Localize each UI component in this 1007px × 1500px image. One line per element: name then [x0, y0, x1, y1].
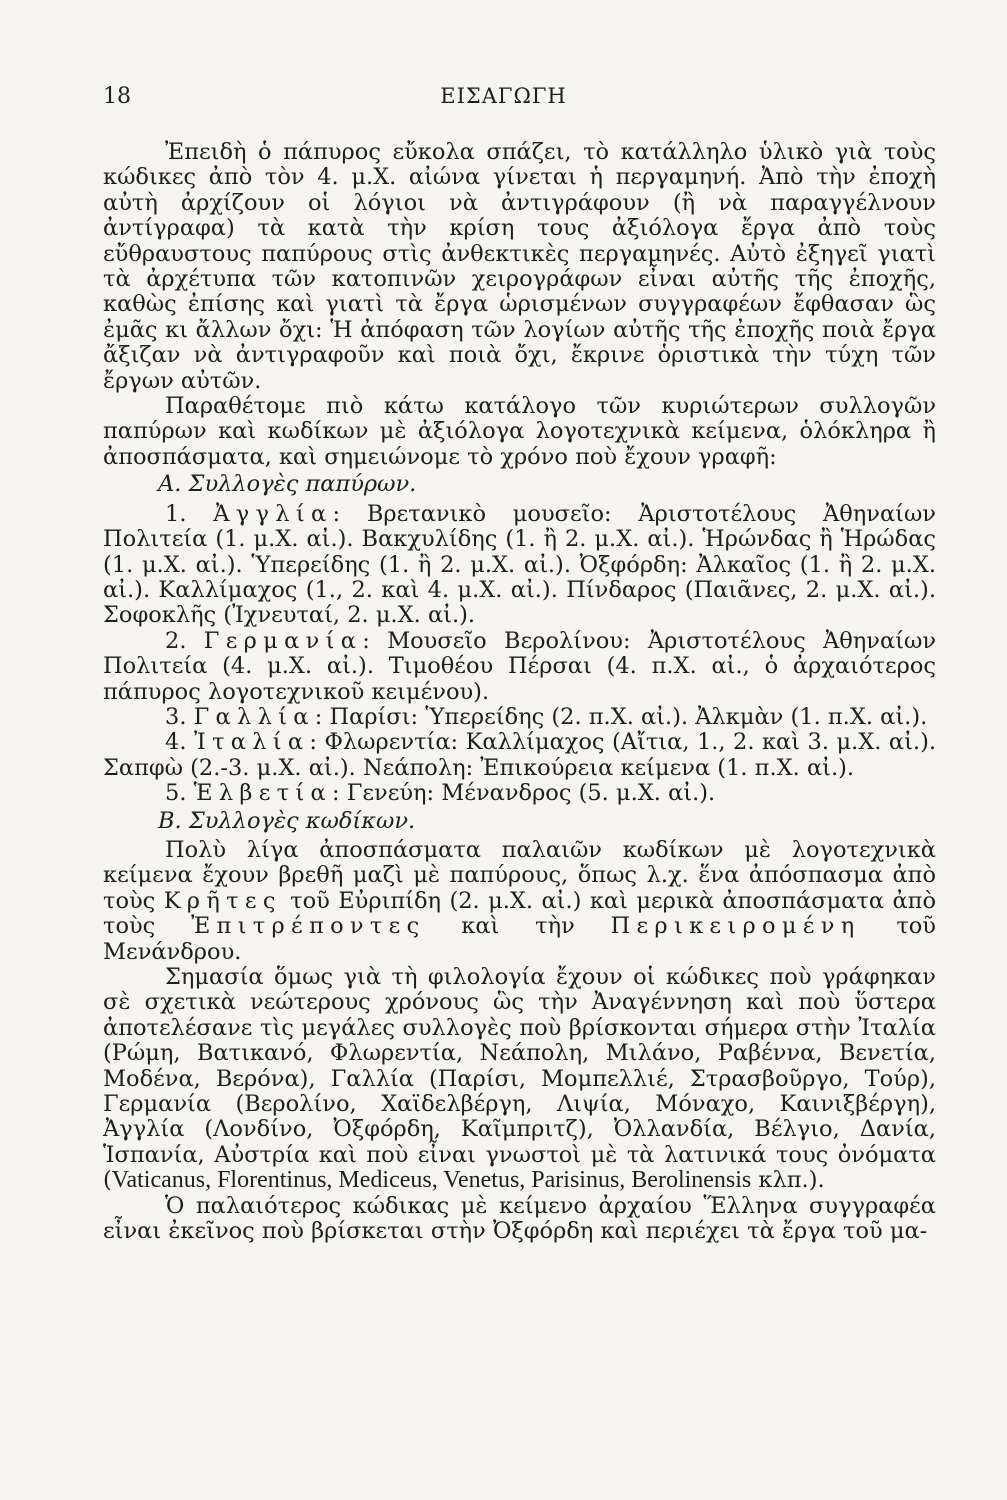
running-title: ΕΙΣΑΓΩΓΗ	[440, 84, 567, 108]
page-number: 18	[103, 84, 131, 109]
text-run: καὶ τὴν	[461, 913, 575, 940]
list-item-papyri-france	[103, 705, 936, 730]
paragraph-papyrus-fragility: Ἐπειδὴ ὁ πάπυρος εὔκολα σπάζει, τὸ κατάλληλο ὑλικὸ γιὰ τοὺς κώδικες ἀπὸ τὸν 4. μ.Χ. αἰώνα γίνεται ἡ περγαμηνή. Ἀπὸ τὴν ἐποχὴ αὐτὴ ἀρχίζουν οἱ λόγιοι νὰ ἀντιγράφουν (ἢ νὰ παραγγέλνουν ἀντίγραφα) τὰ κατὰ τὴν κρίση τους ἀξιόλογα ἔργα ἀπὸ τοὺς εὔθραυστους παπύρους στὶς ἀνθεκτικὲς περγαμηνές. Αὐτὸ ἐξηγεῖ γιατὶ τὰ ἀρχέτυπα τῶν κατοπινῶν χειρογράφων εἶναι αὐτῆς τῆς ἐποχῆς, καθὼς ἐπίσης καὶ γιατὶ τὰ ἔργα ὡρισμένων συγγραφέων ἔφθασαν ὣς ἐμᾶς κι ἄλλων ὄχι: Ἡ ἀπόφαση τῶν λογίων αὐτῆς τῆς ἐποχῆς ποιὰ ἔργα ἄξιζαν νὰ ἀντιγραφοῦν καὶ ποιὰ ὄχι, ἔκρινε ὁριστικὰ τὴν τύχη τῶν ἔργων αὐτῶν.	[103, 139, 936, 394]
body-text	[103, 140, 936, 1244]
paragraph-catalogue-intro: Παραθέτομε πιὸ κάτω κατάλογο τῶν κυριώτερων συλλογῶν παπύρων καὶ κωδίκων μὲ ἀξιόλογα λογοτεχνικὰ κείμενα, ὁλόκληρα ἢ ἀποσπάσματα, καὶ σημειώνομε τὸ χρόνο ποὺ ἔχουν γραφῆ:	[103, 393, 936, 470]
list-item-papyri-germany	[103, 629, 936, 705]
text-run: Πολὺ λίγα ἀποσπάσματα παλαιῶν κωδίκων μὲ λογοτεχνικὰ κείμενα ἔχουν βρεθῆ μαζὶ μὲ παπύρους, ὅπως λ.χ. ἕνα ἀπόσπασμα ἀπὸ τοὺς	[103, 836, 936, 914]
latin-codex-names: Vaticanus, Florentinus, Mediceus, Venetus, Parisinus, Berolinensis	[111, 1167, 752, 1194]
item-text: : Μουσεῖο Βερολίνου: Ἀριστοτέλους Ἀθηναίων Πολιτεία (4. μ.Χ. αἰ.). Τιμοθέου Πέρσαι (4. π.Χ. αἰ., ὁ ἀρχαιότερος πάπυρος λογοτεχνικοῦ κειμένου).	[103, 627, 937, 705]
country-name: Ἑλβετία	[193, 780, 333, 807]
paragraph-codex-collections	[103, 965, 936, 1194]
item-number: 5.	[165, 780, 187, 807]
text-run: τοῦ Μενάνδρου.	[103, 913, 936, 965]
country-name: Γαλλία	[193, 703, 315, 730]
spaced-title-kretes: Κρῆτες	[163, 887, 282, 914]
country-name: Ἰταλία	[193, 729, 310, 756]
item-number: 1.	[165, 500, 187, 527]
text-run: κλπ.).	[751, 1167, 825, 1194]
section-a-heading: Α. Συλλογὲς παπύρων.	[158, 471, 417, 498]
spaced-title-perikeiromene: Περικειρομένη	[610, 913, 861, 940]
section-b-heading: Β. Συλλογὲς κωδίκων.	[158, 807, 416, 834]
list-item-papyri-switzerland	[103, 781, 936, 806]
country-name: Γερμανία	[203, 627, 363, 654]
page-header	[0, 84, 1007, 124]
item-number: 3.	[165, 703, 187, 730]
list-item-papyri-england	[103, 502, 936, 629]
paragraph-oldest-codex: Ὁ παλαιότερος κώδικας μὲ κείμενο ἀρχαίου Ἕλληνα συγγραφέα εἶναι ἐκεῖνος ποὺ βρίσκεται στὴν Ὀξφόρδη καὶ περιέχει τὰ ἔργα τοῦ μα-	[103, 1192, 936, 1245]
item-text: : Βρετανικὸ μουσεῖο: Ἀριστοτέλους Ἀθηναίων Πολιτεία (1. μ.Χ. αἰ.). Βακχυλίδης (1. ἢ 2. μ.Χ. αἰ.). Ἡρώνδας ἢ Ἡρώδας (1. μ.Χ. αἰ.). Ὑπερείδης (1. ἢ 2. μ.Χ. αἰ.). Ὀξφόρδη: Ἀλκαῖος (1. ἢ 2. μ.Χ. αἰ.). Καλλίμαχος (1., 2. καὶ 4. μ.Χ. αἰ.). Πίνδαρος (Παιᾶνες, 2. μ.Χ. αἰ.). Σοφοκλῆς (Ἰχνευταί, 2. μ.Χ. αἰ.).	[103, 500, 936, 629]
item-text: : Παρίσι: Ὑπερείδης (2. π.Χ. αἰ.). Ἀλκμὰν (1. π.Χ. αἰ.).	[314, 703, 928, 730]
item-number: 2.	[165, 627, 187, 654]
paragraph-codex-fragments	[103, 838, 936, 965]
item-text: : Γενεύη: Μένανδρος (5. μ.Χ. αἰ.).	[332, 780, 716, 807]
text-run: τοῦ Εὐριπίδη (2. μ.Χ. αἰ.) καὶ μερικὰ ἀποσπάσματα ἀπὸ τοὺς	[103, 887, 936, 940]
item-text: : Φλωρεντία: Καλλίμαχος (Αἴτια, 1., 2. καὶ 3. μ.Χ. αἰ.). Σαπφὼ (2.-3. μ.Χ. αἰ.). Νεάπολη: Ἐπικούρεια κείμενα (1. π.Χ. αἰ.).	[103, 729, 936, 781]
text-run: Σημασία ὅμως γιὰ τὴ φιλολογία ἔχουν οἱ κώδικες ποὺ γράφηκαν σὲ σχετικὰ νεώτερους χρόνους ὣς τὴν Ἀναγέννηση καὶ ποὺ ὕστερα ἀποτελέσανε τὶς μεγάλες συλλογὲς ποὺ βρίσκονται σήμερα στὴν Ἰταλία (Ρώμη, Βατικανό, Φλωρεντία, Νεάπολη, Μιλάνο, Ραβέννα, Βενετία, Μοδένα, Βερόνα), Γαλλία (Παρίσι, Μομπελλιέ, Στρασβοῦργο, Τούρ), Γερμανία (Βερολίνο, Χαϊδελβέργη, Λιψία, Μόναχο, Καινιξβέργη), Ἀγγλία (Λονδίνο, Ὀξφόρδη, Καῖμπριτζ), Ὀλλανδία, Βέλγιο, Δανία, Ἱσπανία, Αὐστρία καὶ ποὺ εἶναι γνωστοὶ μὲ τὰ λατινικά τους ὀνόματα (	[103, 964, 936, 1194]
country-name: Ἀγγλία	[213, 500, 333, 527]
list-item-papyri-italy	[103, 730, 936, 781]
spaced-title-epitrepontes: Ἐπιτρέποντες	[191, 913, 426, 940]
item-number: 4.	[165, 729, 187, 756]
